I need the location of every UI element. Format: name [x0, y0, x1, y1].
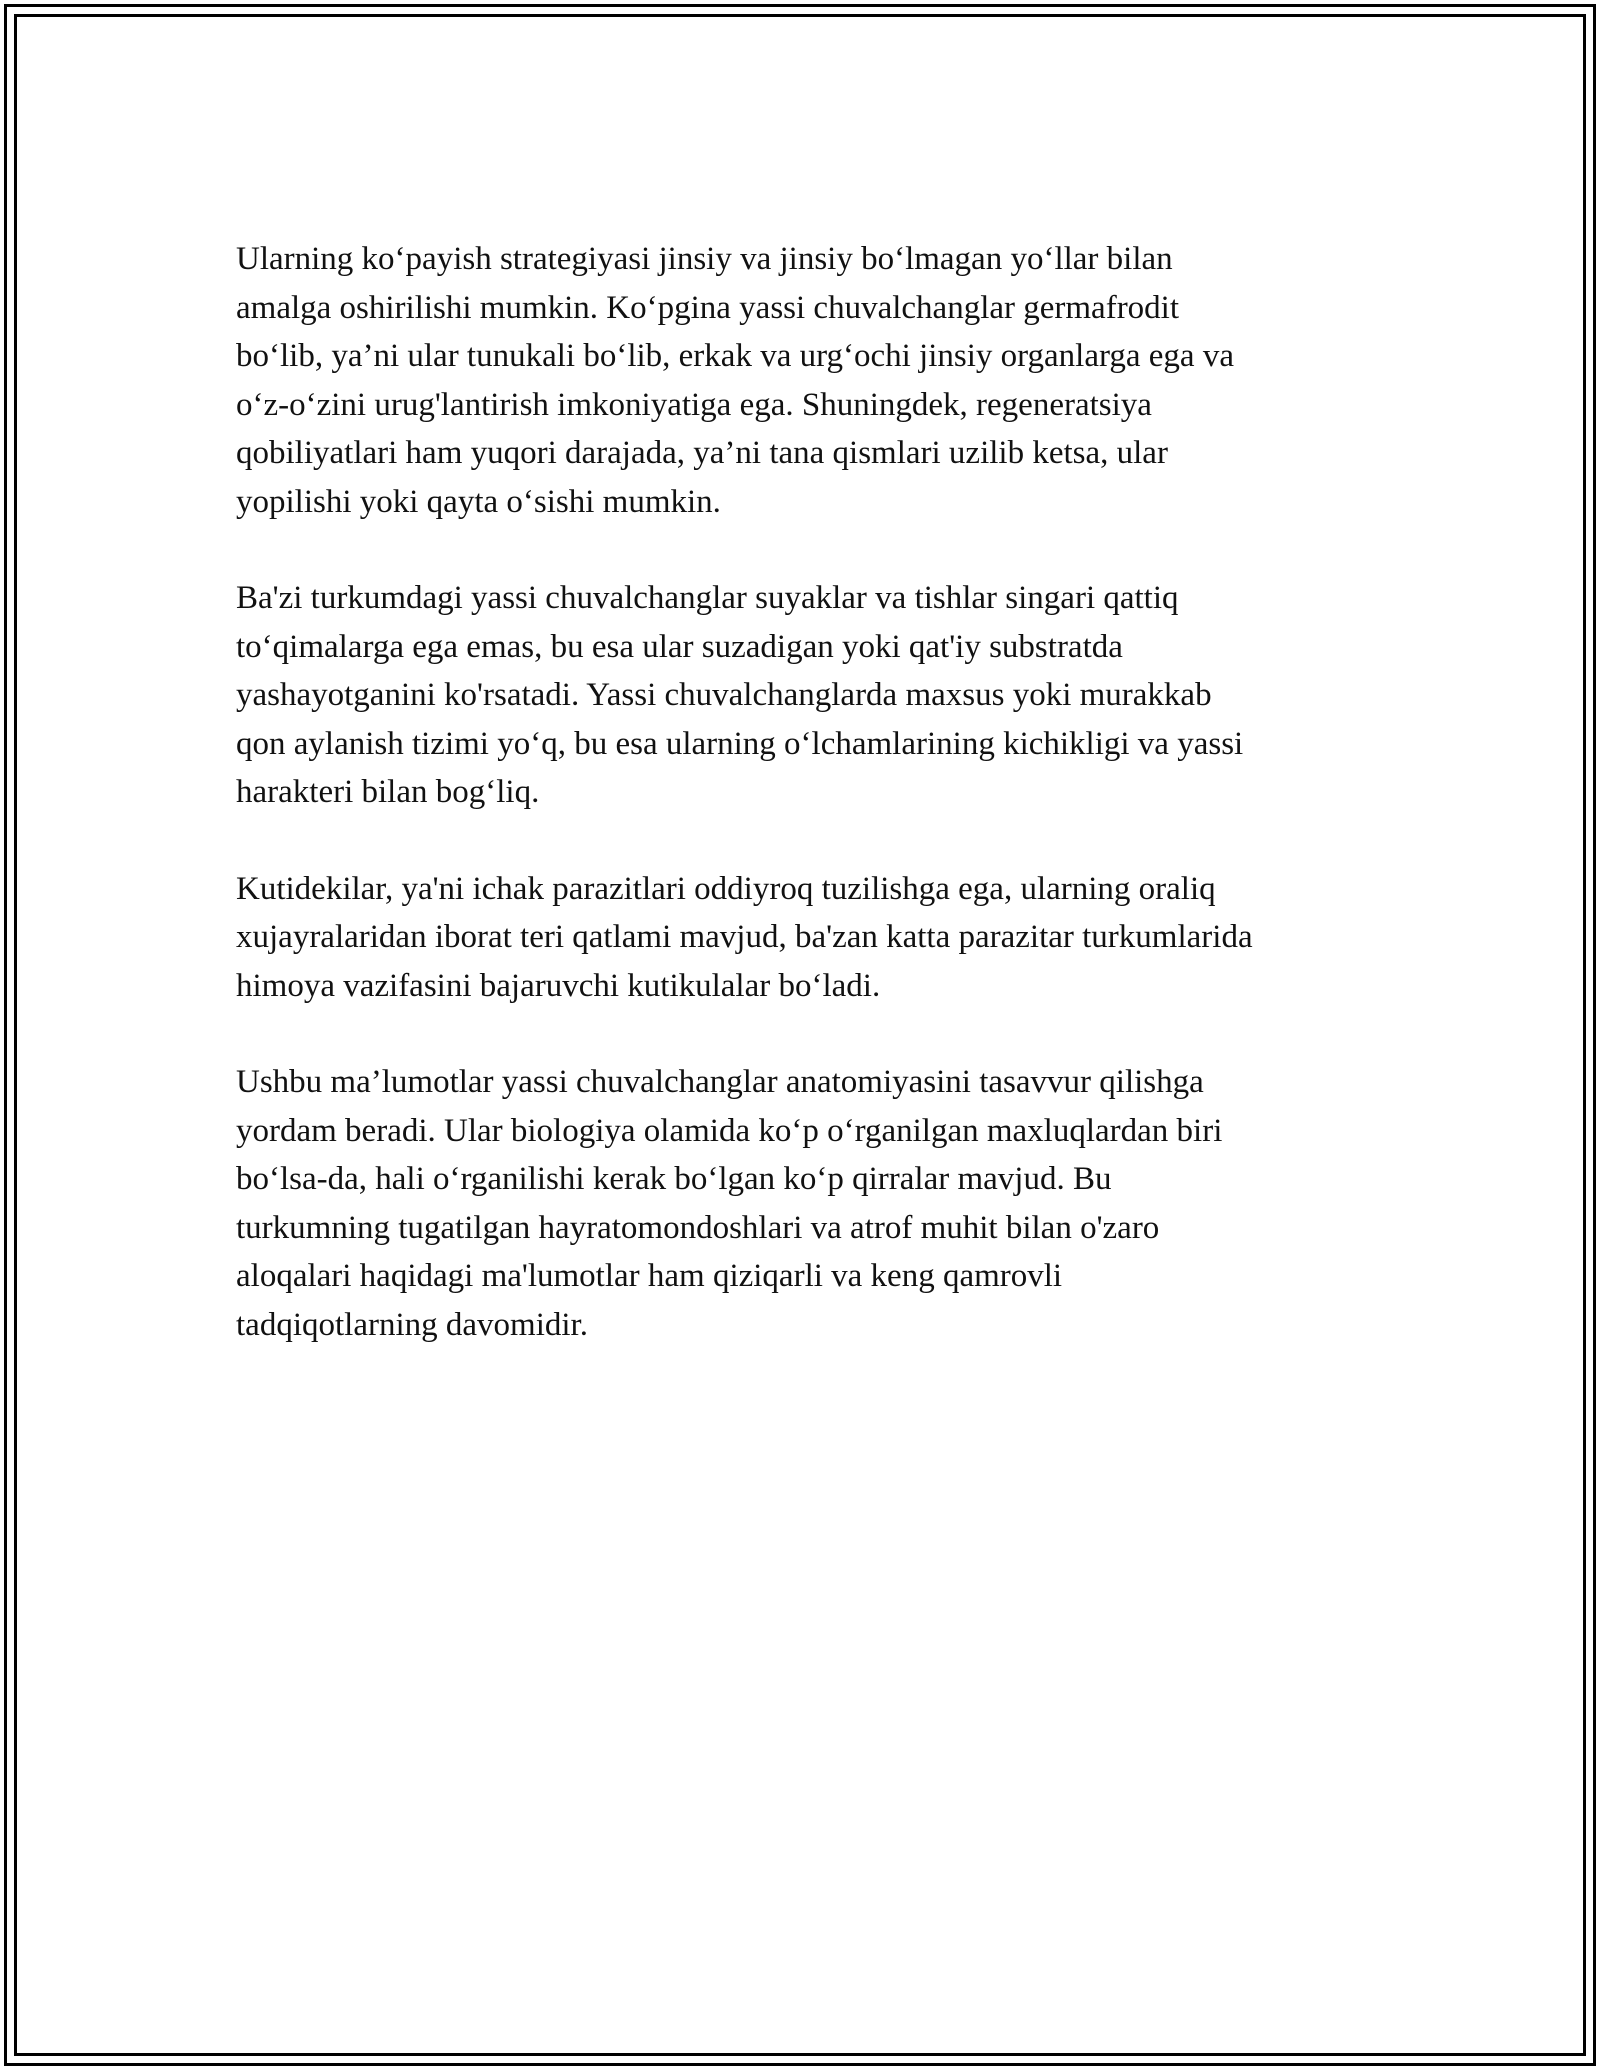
text-line: o‘z-o‘zini urug'lantirish imkoniyatiga ega. Shuningdek, regeneratsiya [236, 386, 1152, 423]
text-line: himoya vazifasini bajaruvchi kutikulalar bo‘ladi. [236, 967, 881, 1004]
text-line: qon aylanish tizimi yo‘q, bu esa ularning o‘lchamlarining kichikligi va yassi [236, 725, 1244, 762]
text-line: harakteri bilan bog‘liq. [236, 774, 540, 810]
text-line: Ularning ko‘payish strategiyasi jinsiy va jinsiy bo‘lmagan yo‘llar bilan [236, 241, 1173, 277]
paragraph-conclusion [236, 1058, 1376, 1349]
paragraph-reproduction [236, 235, 1376, 526]
text-line: to‘qimalarga ega emas, bu esa ular suzadigan yoki qat'iy substratda [236, 628, 1123, 665]
text-line: Ba'zi turkumdagi yassi chuvalchanglar suyaklar va tishlar singari qattiq [236, 580, 1179, 616]
text-line: qobiliyatlari ham yuqori darajada, ya’ni tana qismlari uzilib ketsa, ular [236, 435, 1168, 471]
text-line: aloqalari haqidagi ma'lumotlar ham qiziqarli va keng qamrovli [236, 1258, 1063, 1294]
text-line: tadqiqotlarning davomidir. [236, 1306, 588, 1343]
text-line: Kutidekilar, ya'ni ichak parazitlari oddiyroq tuzilishga ega, ularning oraliq [236, 870, 1216, 907]
text-line: yopilishi yoki qayta o‘sishi mumkin. [236, 483, 721, 520]
paragraph-parasites [236, 865, 1376, 1011]
text-line: turkumning tugatilgan hayratomondoshlari va atrof muhit bilan o'zaro [236, 1209, 1160, 1246]
document-body [236, 235, 1376, 1397]
paragraph-tissues [236, 574, 1376, 817]
text-line: bo‘lib, ya’ni ular tunukali bo‘lib, erkak va urg‘ochi jinsiy organlarga ega va [236, 338, 1234, 374]
text-line: amalga oshirilishi mumkin. Ko‘pgina yassi chuvalchanglar germafrodit [236, 289, 1180, 326]
text-line: bo‘lsa-da, hali o‘rganilishi kerak bo‘lgan ko‘p qirralar mavjud. Bu [236, 1161, 1112, 1197]
text-line: xujayralaridan iborat teri qatlami mavjud, ba'zan katta parazitar turkumlarida [236, 919, 1253, 955]
text-line: yordam beradi. Ular biologiya olamida ko‘p o‘rganilgan maxluqlardan biri [236, 1112, 1223, 1149]
text-line: Ushbu ma’lumotlar yassi chuvalchanglar anatomiyasini tasavvur qilishga [236, 1064, 1204, 1100]
text-line: yashayotganini ko'rsatadi. Yassi chuvalchanglarda maxsus yoki murakkab [236, 677, 1212, 713]
